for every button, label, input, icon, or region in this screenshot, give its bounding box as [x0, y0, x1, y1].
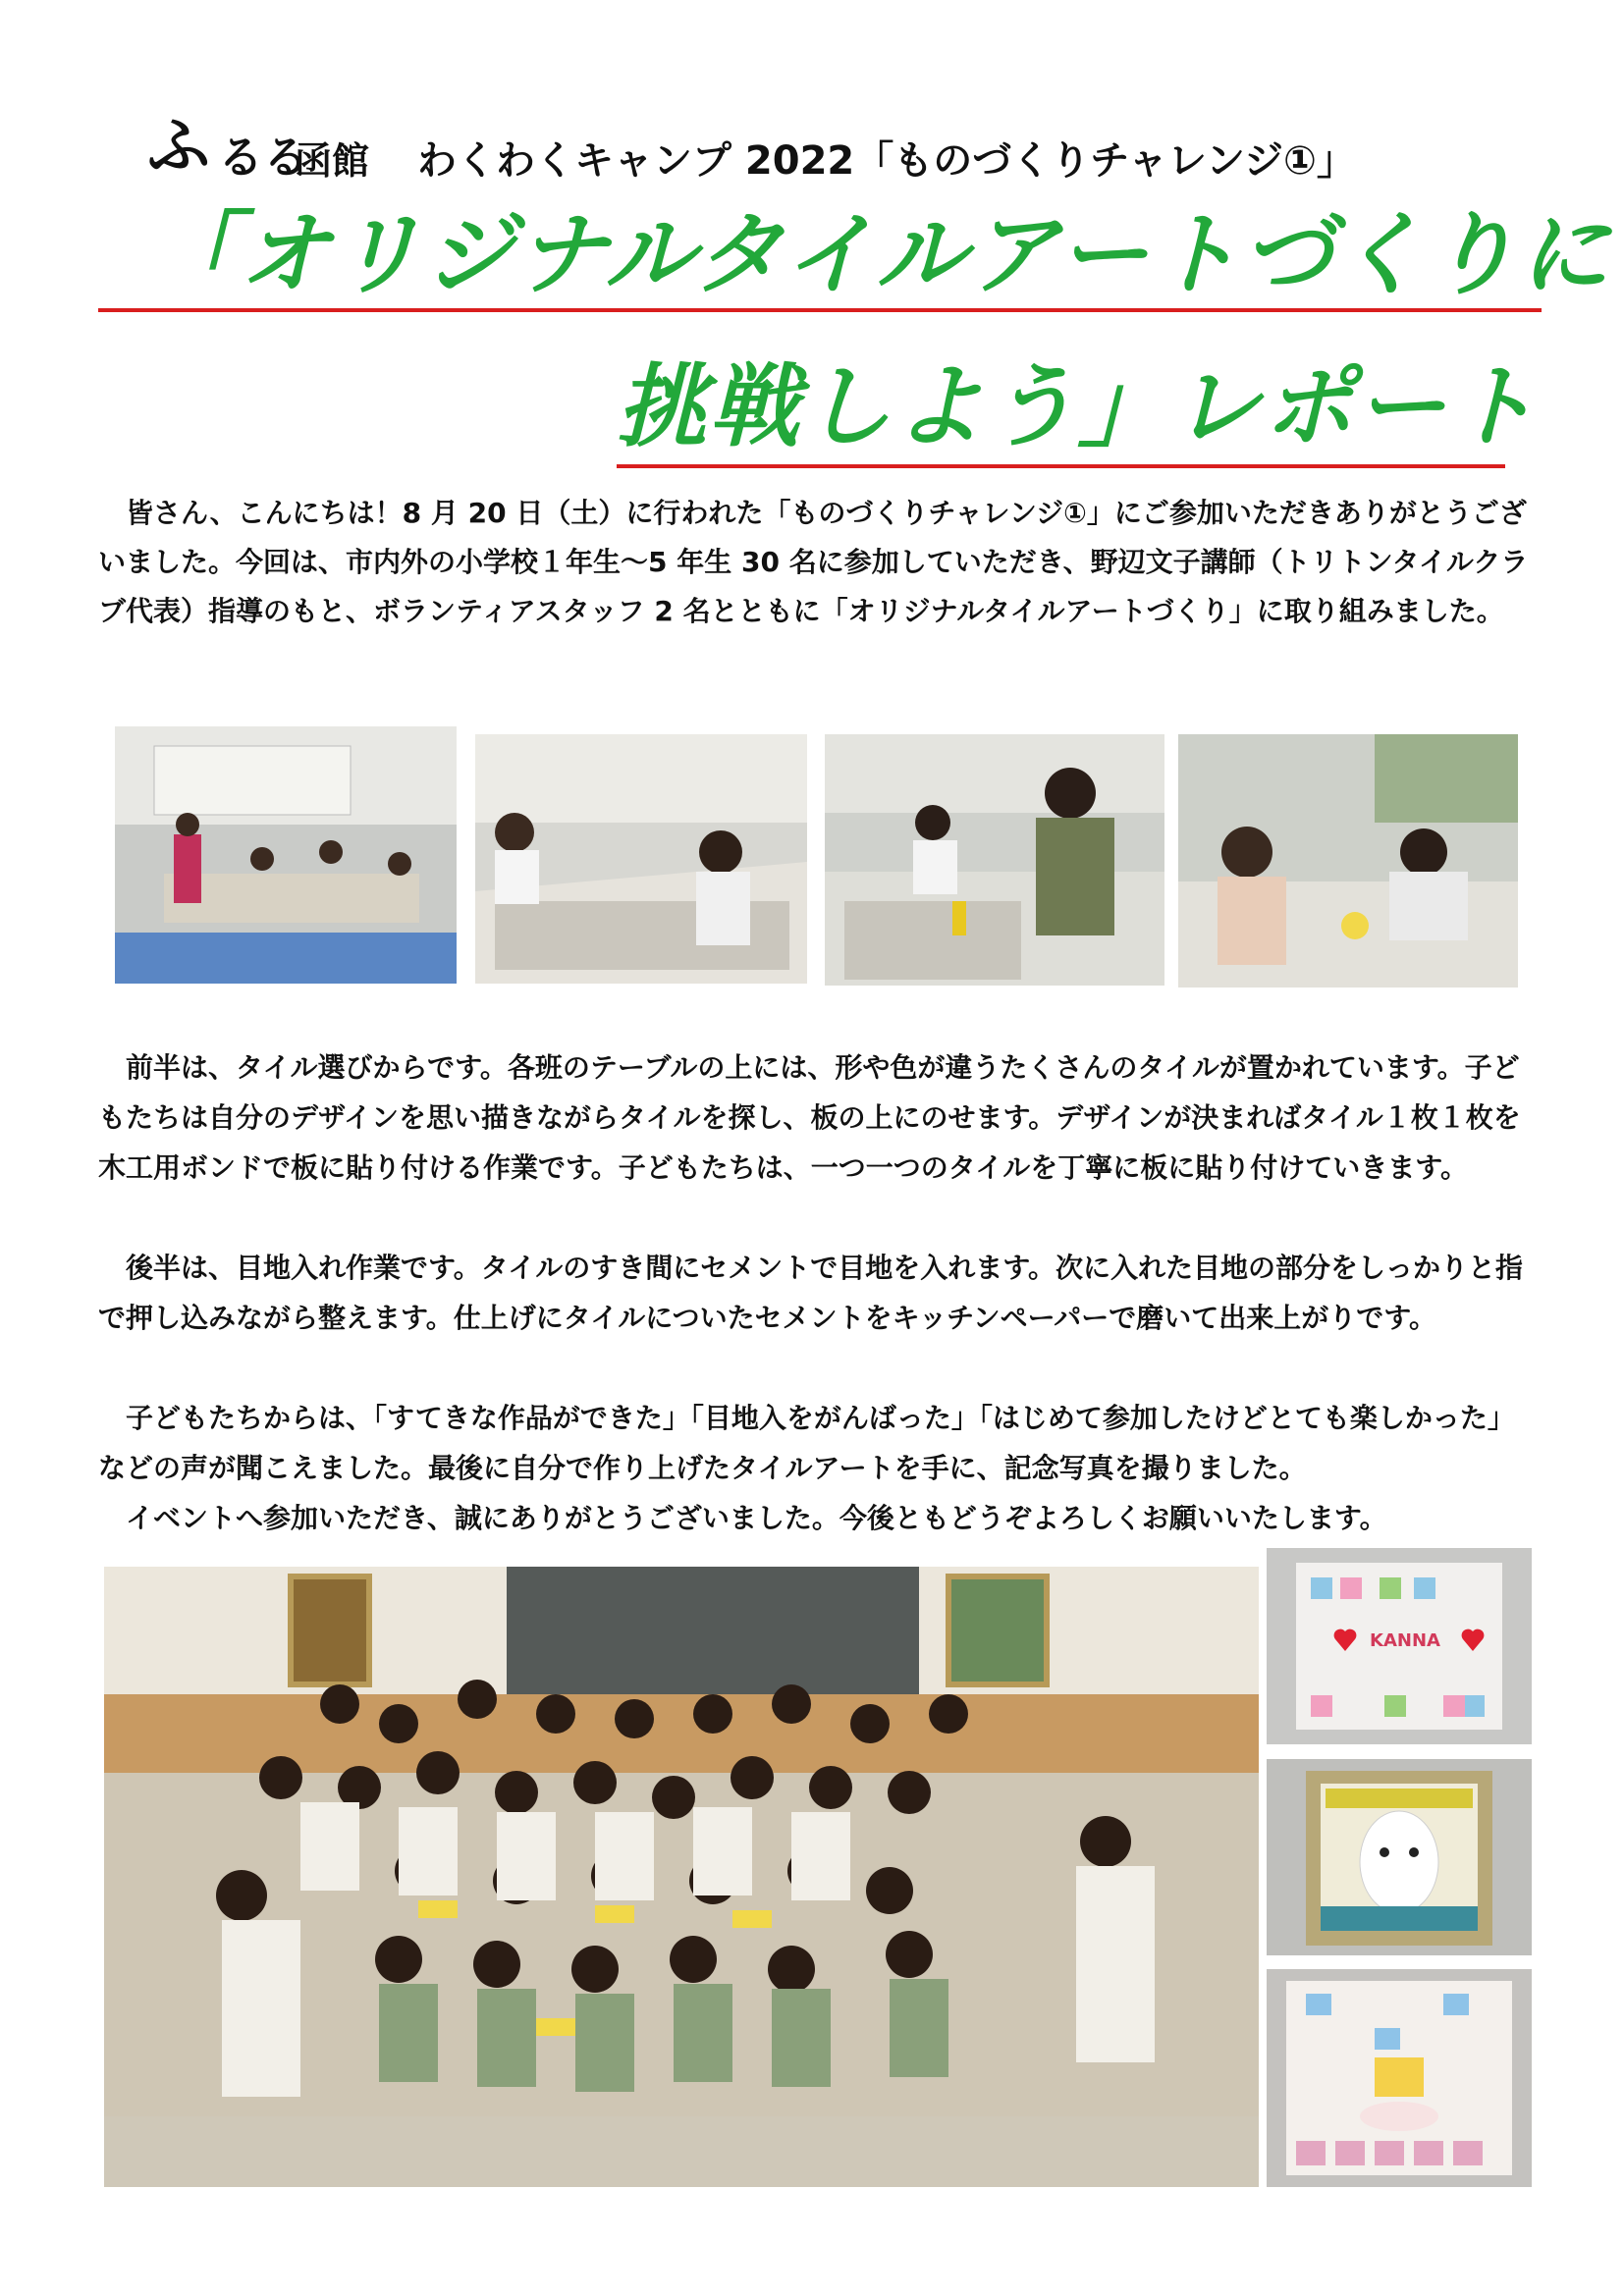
group-photo: [104, 1567, 1259, 2187]
title-underline-2: [617, 464, 1505, 468]
logo-ru: るる: [218, 131, 308, 184]
activity-photo-1: [115, 726, 457, 984]
page-title-line-1: 「オリジナルタイルアートづくりに: [147, 202, 1612, 307]
logo-hakodate: 函館: [295, 139, 370, 183]
header: [147, 108, 1522, 187]
body-paragraph-4: イベントへ参加いただき、誠にありがとうございました。今後ともどうぞよろしくお願いいたします。: [126, 1502, 1387, 1534]
activity-photo-3: [825, 734, 1164, 986]
body-paragraph-1: 前半は、タイル選びからです。各班のテーブルの上には、形や色が違うたくさんのタイルが置かれています。子どもたちは自分のデザインを思い描きながらタイルを探し、板の上にのせます。デザインが決まればタイル１枚１枚を木工用ボンドで板に貼り付ける作業です。子どもたちは、一つ一つのタイルを丁寧に板に貼り付けていきます。: [98, 1051, 1521, 1184]
logo-fu: ふ: [147, 111, 210, 184]
tile-artwork-photo-3: [1267, 1969, 1532, 2187]
body-paragraph-3: 子どもたちからは、「すてきな作品ができた」「目地入をがんばった」「はじめて参加したけどとても楽しかった」などの声が聞こえました。最後に自分で作り上げたタイルアートを手に、記念写真を撮りました。: [98, 1402, 1515, 1484]
title-underline-1: [98, 308, 1542, 312]
activity-photo-4: [1178, 734, 1518, 988]
page-title-line-2: 挑戦しよう」レポート: [617, 354, 1541, 459]
intro-paragraph: 皆さん、こんにちは！8 月 20 日（土）に行われた「ものづくりチャレンジ①」にご参加いただきありがとうございました。今回は、市内外の小学校１年生〜5 年生 30 名に参加していただき、野辺文子講師（トリトンタイルクラブ代表）指導のもと、ボランティアスタッフ 2 名とともに「オリジナルタイルアートづくり」に取り組みました。: [98, 497, 1529, 627]
tile-artwork-photo-1: [1267, 1548, 1532, 1744]
activity-photo-2: [475, 734, 807, 984]
svg-text:KANNA: KANNA: [1370, 1630, 1440, 1651]
body-paragraph-2: 後半は、目地入れ作業です。タイルのすき間にセメントで目地を入れます。次に入れた目地の部分をしっかりと指で押し込みながら整えます。仕上げにタイルについたセメントをキッチンペーパーで磨いて出来上がりです。: [98, 1252, 1523, 1334]
furuhako-logo: [147, 108, 393, 187]
tile-artwork-photo-2: [1267, 1759, 1532, 1955]
event-subtitle: わくわくキャンプ 2022「ものづくりチャレンジ①」: [417, 138, 1356, 184]
